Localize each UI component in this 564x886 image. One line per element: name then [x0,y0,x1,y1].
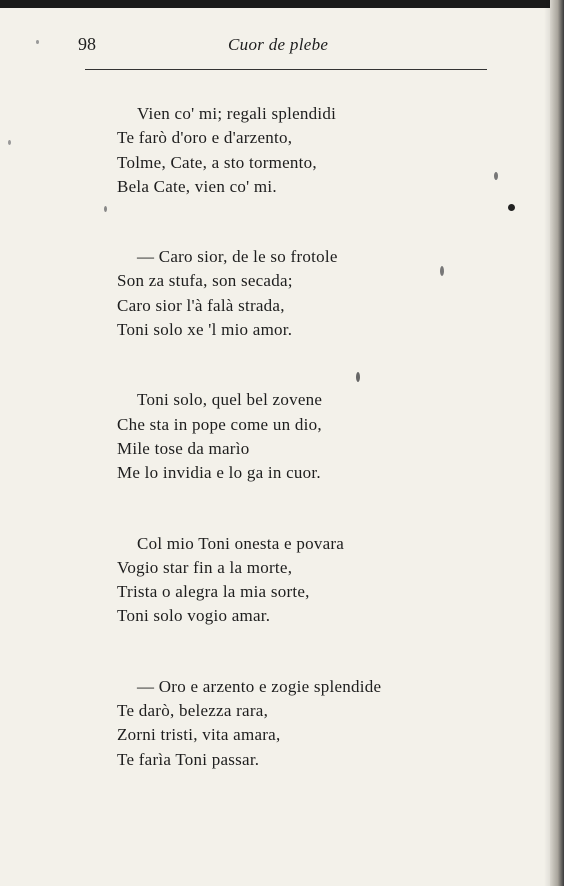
poem-line: Caro sior l'à falà strada, [117,295,285,315]
stanza-4 [117,532,381,629]
poem-line: Che sta in pope come un dio, [117,414,322,434]
running-title: Cuor de plebe [228,35,329,54]
poem-line: Bela Cate, vien co' mi. [117,176,277,196]
scan-speck [356,372,360,382]
poem-line: Zorni tristi, vita amara, [117,725,281,745]
page-number: 98 [78,34,96,54]
page-top-edge [0,0,564,8]
poem-line: Te farò d'oro e d'arzento, [117,128,293,148]
scan-speck [36,40,39,44]
scan-speck [508,204,515,211]
poem-line: Toni solo xe 'l mio amor. [117,320,293,340]
poem-line: Te farìa Toni passar. [117,749,260,769]
poem-line: Col mio Toni onesta e povara [137,533,345,553]
page-header [78,34,488,58]
poem-line: Tolme, Cate, a sto tormento, [117,152,317,172]
poem-line: Son za stufa, son secada; [117,271,293,291]
poem-line: Te darò, belezza rara, [117,701,269,721]
page-right-edge [550,0,564,886]
stanza-1 [117,102,381,199]
header-rule [85,69,487,70]
poem-line: Toni solo, quel bel zovene [137,390,323,410]
poem-line: Mile tose da marìo [117,438,250,458]
scan-speck [8,140,11,145]
stanza-3 [117,388,381,485]
stanza-2 [117,245,381,342]
poem-line: Trista o alegra la mia sorte, [117,582,310,602]
scan-speck [494,172,498,180]
scan-speck [440,266,444,276]
scan-speck [104,206,107,212]
poem-line: Vogio star fin a la morte, [117,557,293,577]
poem [117,102,381,818]
poem-line: Me lo invidia e lo ga in cuor. [117,463,321,483]
poem-line: Toni solo vogio amar. [117,606,271,626]
poem-line: Vien co' mi; regali splendidi [137,104,337,123]
stanza-5 [117,675,381,772]
poem-line: — Oro e arzento e zogie splendide [137,676,382,696]
poem-line: — Caro sior, de le so frotole [137,247,338,267]
